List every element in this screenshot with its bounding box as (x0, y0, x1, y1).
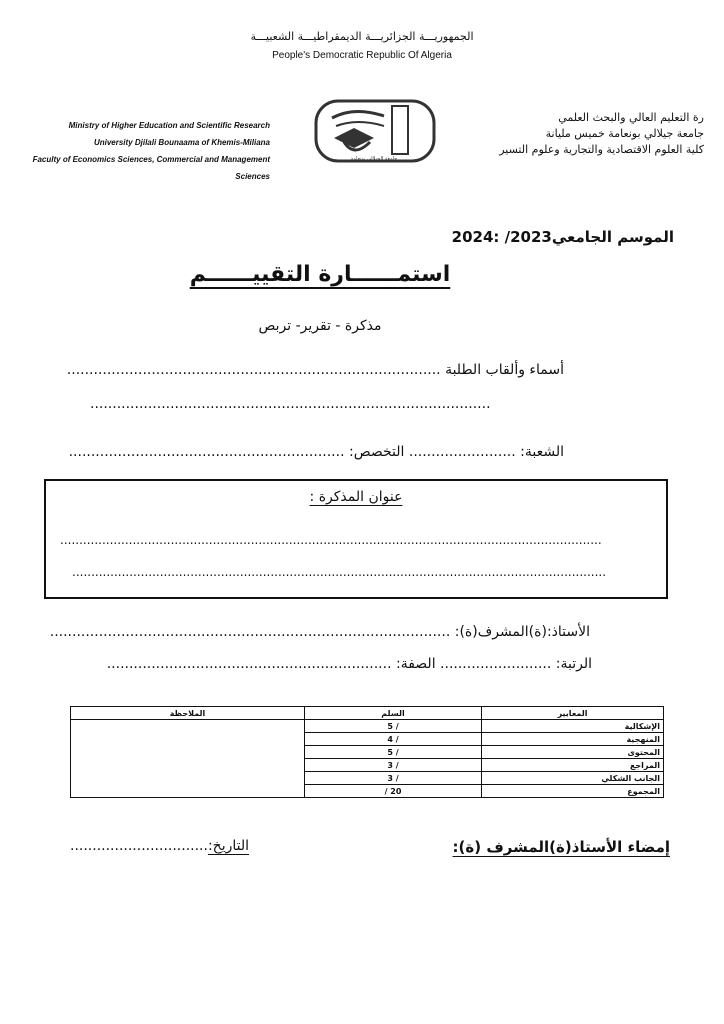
scale-cell: / 3 (305, 759, 482, 772)
header-criteria: المعايير (482, 707, 664, 720)
scale-cell: 20 / (305, 785, 482, 798)
logo-text: جامعة الجيلالي بونعامة (350, 156, 398, 162)
students-dots-line-2[interactable]: .......................................................................................... (90, 396, 491, 412)
memo-title-box (44, 479, 668, 599)
university-arabic: جامعة جيلالي بونعامة خميس مليانة (545, 127, 704, 140)
scale-cell: / 5 (305, 720, 482, 733)
date-field (70, 838, 249, 854)
memo-title-label: عنوان المذكرة : (309, 489, 403, 505)
criterion-cell: الإشكالية (482, 720, 664, 733)
header-scale: السلم (305, 707, 482, 720)
scale-cell: / 3 (305, 772, 482, 785)
scale-cell: / 5 (305, 746, 482, 759)
specialty-dots[interactable]: .............................................................. (68, 444, 345, 460)
signature-label: إمضاء الأستاذ(ة)المشرف (ة): (452, 838, 670, 856)
branch-dots[interactable]: ........................ (408, 444, 516, 460)
students-label: أسماء وألقاب الطلبة (445, 362, 564, 378)
memo-title-dots-1[interactable]: .............................................................................................................................................. (60, 533, 602, 547)
season-value: 2023/ :2024 (451, 228, 552, 246)
academic-season (452, 228, 674, 246)
supervisor-signature (453, 838, 670, 856)
rank-dots[interactable]: ......................... (440, 656, 552, 672)
memo-title-dots-2[interactable]: ............................................................................................................................................ (72, 565, 607, 579)
institution-arabic (434, 110, 704, 158)
table-header-row (71, 707, 664, 720)
students-dots-1[interactable]: .................................................................................... (66, 362, 441, 378)
capacity-dots[interactable]: ................................................................ (106, 656, 392, 672)
criterion-cell: الجانب الشكلي (482, 772, 664, 785)
rank-capacity-field (107, 656, 592, 672)
form-title: استمــــــارة التقييــــــم (189, 262, 451, 287)
scale-cell: / 4 (305, 733, 482, 746)
republic-english: People's Democratic Republic Of Algeria (272, 50, 452, 61)
evaluation-table (70, 706, 664, 798)
students-field (67, 362, 564, 378)
notes-cell[interactable] (71, 720, 305, 798)
university-english: University Djilali Bounaama of Khemis-Miliana (93, 138, 270, 147)
criterion-cell: المراجع (482, 759, 664, 772)
criterion-cell: المنهجية (482, 733, 664, 746)
supervisor-field (50, 624, 590, 640)
branch-specialty-field (69, 444, 564, 460)
rank-label: الرتبة: (555, 656, 592, 672)
header-notes: الملاحظة (71, 707, 305, 720)
criterion-cell: المحتوى (482, 746, 664, 759)
specialty-label: التخصص: (348, 444, 405, 460)
memo-title-heading (46, 489, 666, 505)
ministry-english: Ministry of Higher Education and Scientific Research (68, 121, 270, 130)
form-subtitle: مذكرة - تقرير- تربص (258, 318, 382, 334)
faculty-arabic: كلية العلوم الاقتصادية والتجارية وعلوم التسير (499, 143, 704, 156)
date-dots[interactable]: ............................... (70, 838, 208, 854)
criterion-cell: المجموع (482, 785, 664, 798)
faculty-english: Faculty of Economics Sciences, Commercial and Management Sciences (32, 155, 270, 181)
branch-label: الشعبة: (520, 444, 564, 460)
season-label: الموسم الجامعي (551, 228, 674, 246)
supervisor-dots[interactable]: .......................................................................................... (49, 624, 451, 640)
republic-arabic: الجمهوريـــة الجزائريـــة الديمقراطيـــة الشعبيـــة (250, 30, 474, 43)
supervisor-label: الأستاذ:(ة)المشرف(ة): (454, 624, 590, 640)
university-logo (314, 98, 436, 164)
ministry-arabic: رة التعليم العالي والبحث العلمي (558, 111, 704, 124)
institution-english (20, 117, 270, 185)
date-label: التاريخ: (207, 838, 250, 854)
capacity-label: الصفة: (395, 656, 436, 672)
table-row (71, 720, 664, 733)
